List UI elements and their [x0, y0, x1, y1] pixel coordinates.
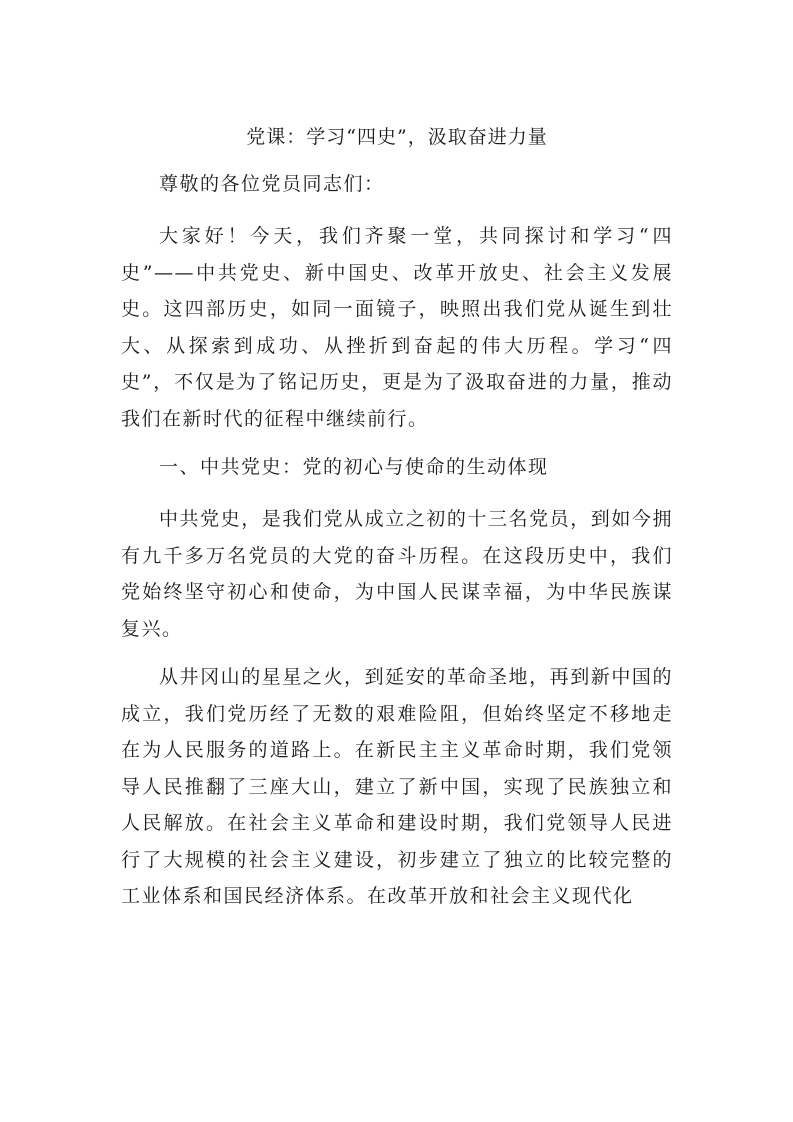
- greeting: 尊敬的各位党员同志们：: [159, 173, 385, 195]
- document-title: 党课：学习“四史”，汲取奋进力量: [246, 126, 548, 148]
- intro-paragraph: 大家好！今天，我们齐聚一堂，共同探讨和学习“四史”——中共党史、新中国史、改革开放史、社会主义发展史。这四部历史，如同一面镜子，映照出我们党从诞生到壮大、从探索到成功、从挫折到奋起的伟大历程。学习“四史”，不仅是为了铭记历史，更是为了汲取奋进的力量，推动我们在新时代的征程中继续前行。: [121, 225, 673, 430]
- section-paragraph: 从井冈山的星星之火，到延安的革命圣地，再到新中国的成立，我们党历经了无数的艰难险阻，但始终坚定不移地走在为人民服务的道路上。在新民主主义革命时期，我们党领导人民推翻了三座大山，建立了新中国，实现了民族独立和人民解放。在社会主义革命和建设时期，我们党领导人民进行了大规模的社会主义建设，初步建立了独立的比较完整的工业体系和国民经济体系。在改革开放和社会主义现代化: [121, 666, 673, 907]
- document-body: [121, 118, 673, 927]
- section-heading: 一、中共党史：党的初心与使命的生动体现: [159, 456, 549, 478]
- section-paragraph: 中共党史，是我们党从成立之初的十三名党员，到如今拥有九千多万名党员的大党的奋斗历程。在这段历史中，我们党始终坚守初心和使命，为中国人民谋幸福，为中华民族谋复兴。: [121, 508, 673, 640]
